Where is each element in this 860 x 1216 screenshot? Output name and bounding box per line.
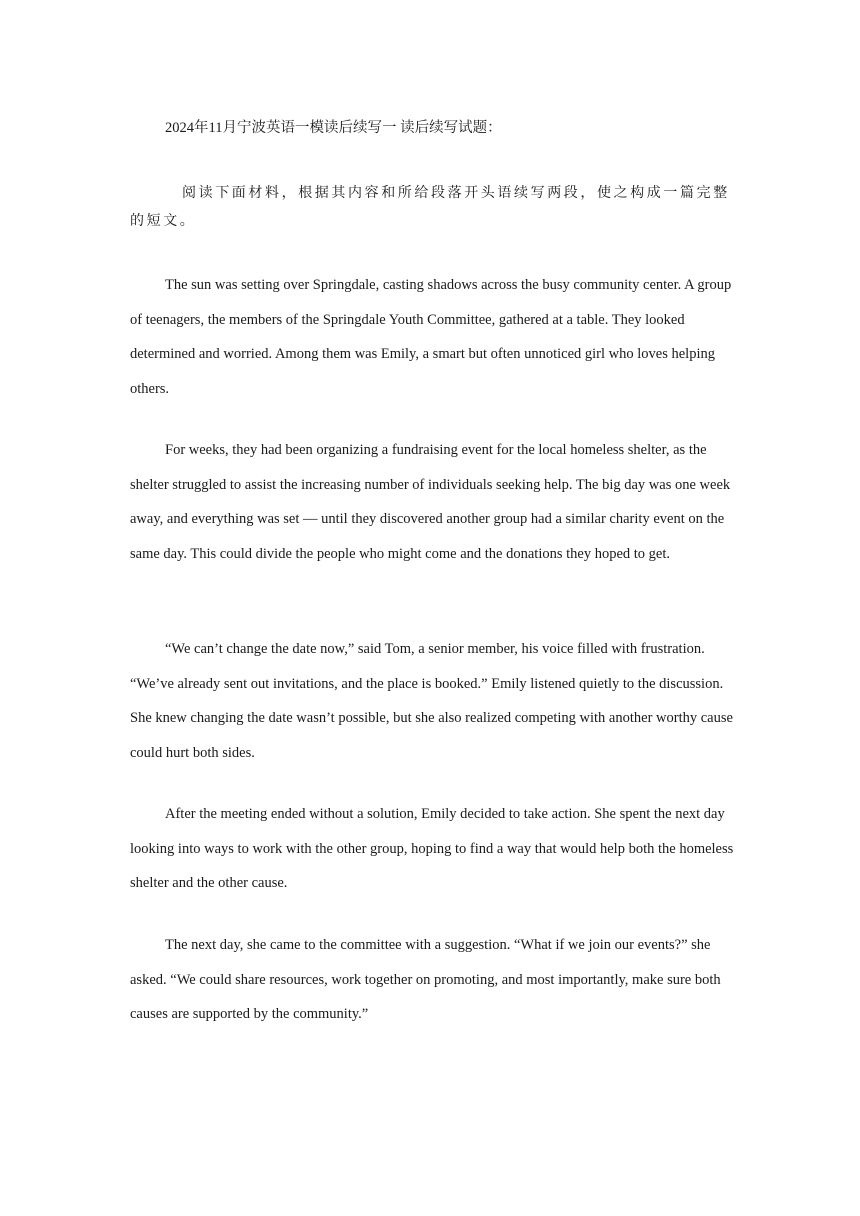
story-paragraph-4: After the meeting ended without a solution, Emily decided to take action. She spent the next day looking into ways to work with the other group, hoping to find a way that would help both the homeless shelter and the other cause. xyxy=(130,806,734,891)
story-paragraph-1: The sun was setting over Springdale, casting shadows across the busy community center. A group of teenagers, the members of the Springdale Youth Committee, gathered at a table. They looked determined and worried. Among them was Emily, a smart but often unnoticed girl who loves helping others. xyxy=(130,277,732,397)
task-instruction: 阅读下面材料，根据其内容和所给段落开头语续写两段，使之构成一篇完整的短文。 xyxy=(130,186,730,229)
story-paragraph-5: The next day, she came to the committee with a suggestion. “What if we join our events?” she asked. “We could share resources, work together on promoting, and most importantly, make sure both causes are supported by the community.” xyxy=(130,937,721,1022)
exam-heading: 2024年11月宁波英语一模读后续写一 读后续写试题： xyxy=(165,120,502,136)
story-paragraph-2: For weeks, they had been organizing a fundraising event for the local homeless shelter, as the shelter struggled to assist the increasing number of individuals seeking help. The big day was one week away, and everything was set — until they discovered another group had a similar charity event on the same day. This could divide the people who might come and the donations they hoped to get. xyxy=(130,442,731,562)
story-paragraph-3: “We can’t change the date now,” said Tom, a senior member, his voice filled with frustration. “We’ve already sent out invitations, and the place is booked.” Emily listened quietly to the discussion. She knew changing the date wasn’t possible, but she also realized competing with another worthy cause could hurt both sides. xyxy=(130,641,733,761)
